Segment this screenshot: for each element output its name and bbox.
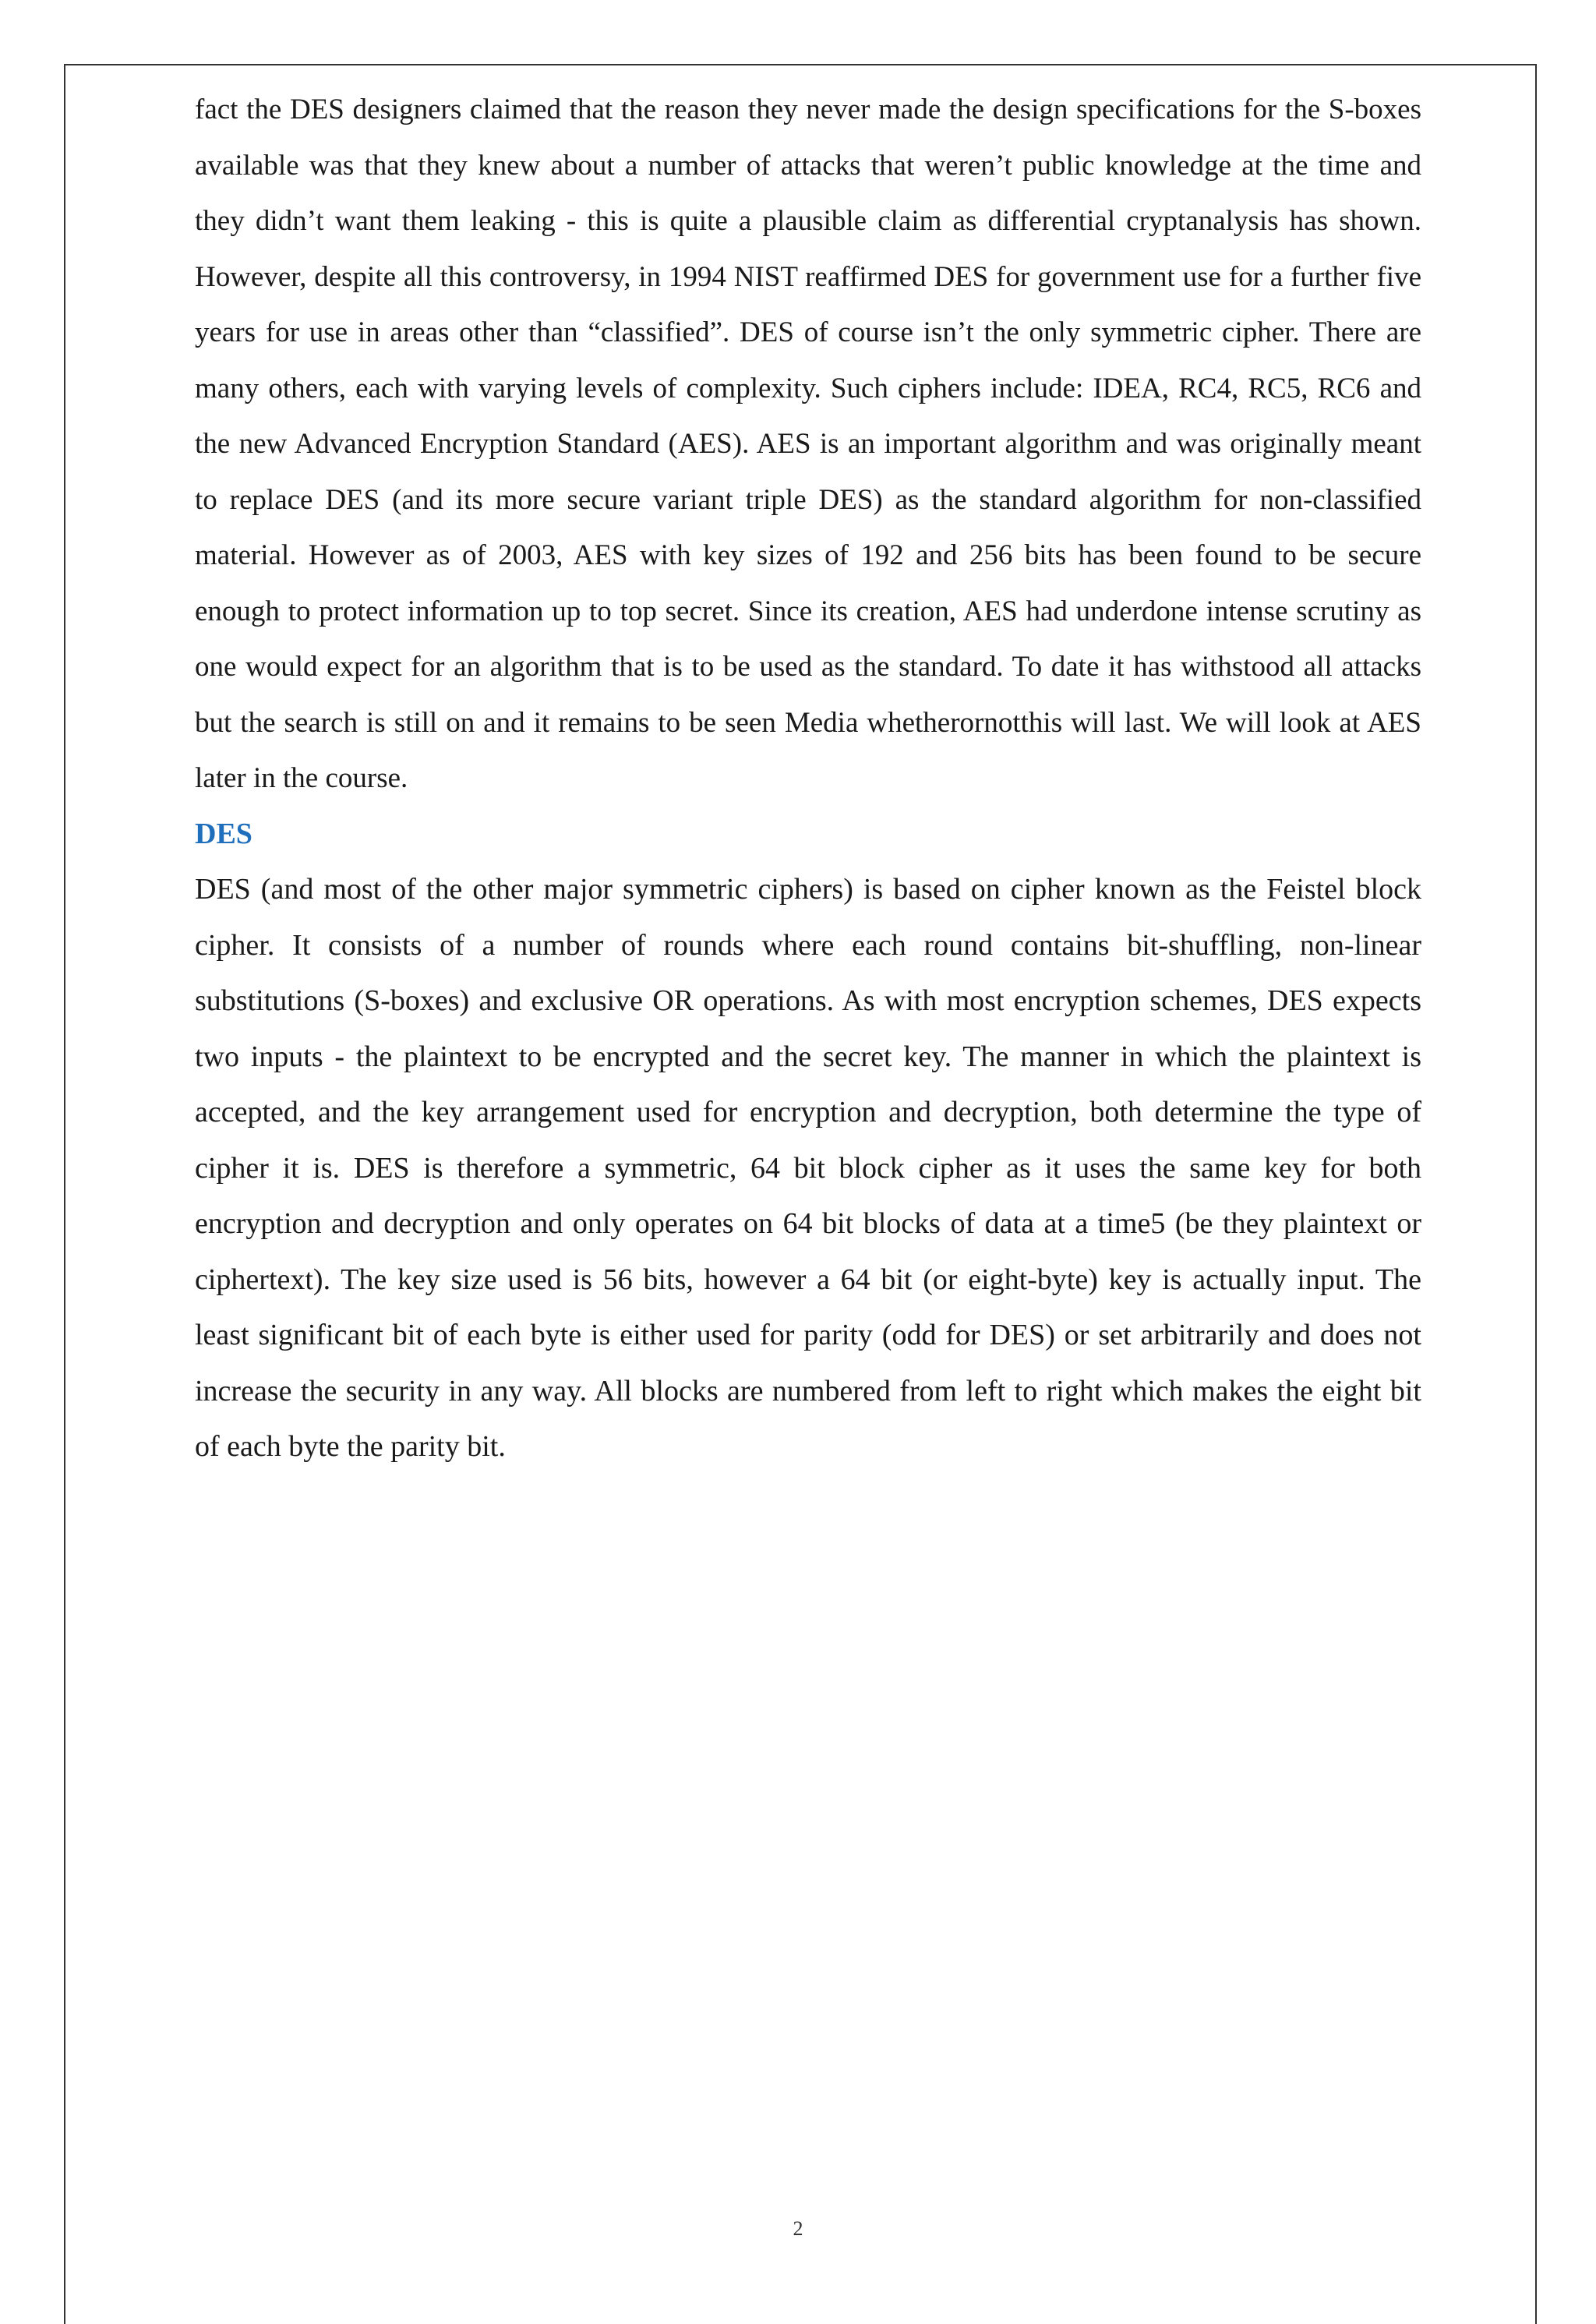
body-paragraph-1: fact the DES designers claimed that the reason they never made the design specifications for the S-boxes available was that they knew about a number of attacks that weren’t public knowledge at the time and they didn’t want them leaking - this is quite a plausible claim as differential cryptanalysis has shown. However, despite all this controversy, in 1994 NIST reaffirmed DES for government use for a further five years for use in areas other than “classified”. DES of course isn’t the only symmetric cipher. There are many others, each with varying levels of complexity. Such ciphers include: IDEA, RC4, RC5, RC6 and the new Advanced Encryption Standard (AES). AES is an important algorithm and was originally meant to replace DES (and its more secure variant triple DES) as the standard algorithm for non-classified material. However as of 2003, AES with key sizes of 192 and 256 bits has been found to be secure enough to protect information up to top secret. Since its creation, AES had underdone intense scrutiny as one would expect for an algorithm that is to be used as the standard. To date it has withstood all attacks but the search is still on and it remains to be seen Media whetherornotthis will last. We will look at AES later in the course.: [195, 94, 1421, 794]
document-body: [195, 82, 1421, 1475]
page-number: 2: [793, 2217, 803, 2240]
section-heading-des: DES: [195, 817, 252, 850]
body-paragraph-2: DES (and most of the other major symmetric ciphers) is based on cipher known as the Feistel block cipher. It consists of a number of rounds where each round contains bit-shuffling, non-linear substitutions (S-boxes) and exclusive OR operations. As with most encryption schemes, DES expects two inputs - the plaintext to be encrypted and the secret key. The manner in which the plaintext is accepted, and the key arrangement used for encryption and decryption, both determine the type of cipher it is. DES is therefore a symmetric, 64 bit block cipher as it uses the same key for both encryption and decryption and only operates on 64 bit blocks of data at a time5 (be they plaintext or ciphertext). The key size used is 56 bits, however a 64 bit (or eight-byte) key is actually input. The least significant bit of each byte is either used for parity (odd for DES) or set arbitrarily and does not increase the security in any way. All blocks are numbered from left to right which makes the eight bit of each byte the parity bit.: [195, 873, 1421, 1463]
